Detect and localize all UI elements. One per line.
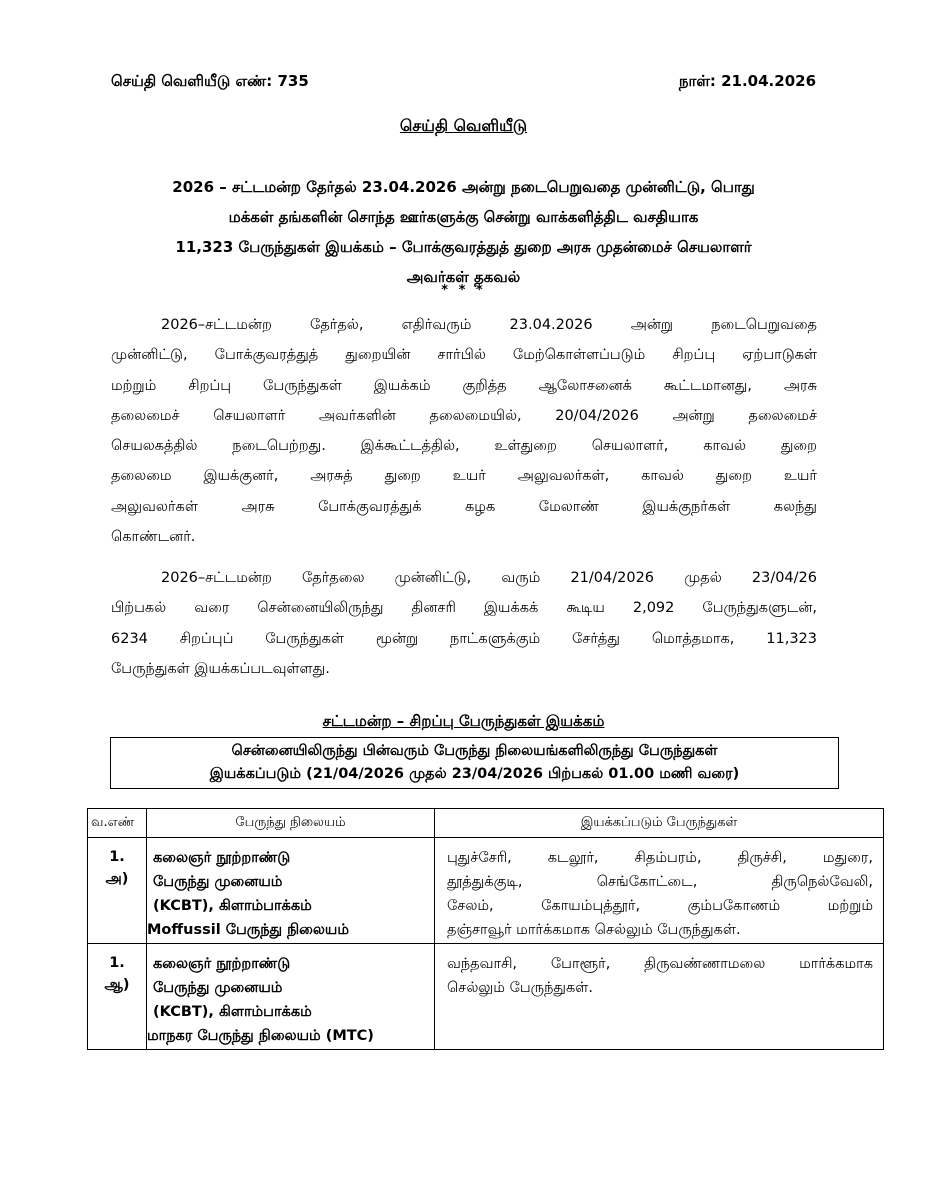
paragraph-line: பேருந்துகள் இயக்கப்படவுள்ளது. [111, 660, 330, 677]
serial-cell [88, 838, 147, 944]
station-cell [147, 944, 435, 1050]
table-header-row [88, 809, 884, 838]
station-cell [147, 838, 435, 944]
buses-line: சேலம், கோயம்புத்தூர், கும்பகோணம் மற்றும் [447, 898, 873, 914]
headline-line: 11,323 பேருந்துகள் இயக்கம் – போக்குவரத்துத் துறை அரசு முதன்மைச் செயலாளர் [175, 238, 752, 256]
serial-number: 1. [109, 849, 125, 865]
column-header-serial: வ.எண் [88, 809, 147, 838]
buses-line: புதுச்சேரி, கடலூர், சிதம்பரம், திருச்சி, மதுரை, [447, 850, 873, 866]
paragraph-line: தலைமை இயக்குனர், அரசுத் துறை உயர் அலுவலர்கள், காவல் துறை உயர் [111, 468, 817, 485]
headline-line: 2026 – சட்டமன்ற தேர்தல் 23.04.2026 அன்று நடைபெறுவதை முன்னிட்டு, பொது [172, 178, 755, 196]
paragraph-line: 6234 சிறப்புப் பேருந்துகள் மூன்று நாட்களுக்கும் சேர்த்து மொத்தமாக, 11,323 [111, 630, 817, 647]
buses-line: தஞ்சாவூர் மார்க்கமாக செல்லும் பேருந்துகள். [447, 922, 741, 938]
paragraph-line: செயலகத்தில் நடைபெற்றது. இக்கூட்டத்தில், உள்துறை செயலாளர், காவல் துறை [111, 438, 817, 455]
column-header-buses: இயக்கப்படும் பேருந்துகள் [435, 809, 884, 838]
release-date: நாள்: 21.04.2026 [678, 72, 816, 90]
paragraph-line: 2026–சட்டமன்ற தேர்தல், எதிர்வரும் 23.04.2026 அன்று நடைபெறுவதை [161, 317, 817, 333]
separator-stars: * * * [441, 283, 486, 298]
buses-line: செல்லும் பேருந்துகள். [447, 980, 593, 996]
schedule-box-line: இயக்கப்படும் (21/04/2026 முதல் 23/04/2026 பிற்பகல் 01.00 மணி வரை) [209, 766, 740, 782]
buses-line: தூத்துக்குடி, செங்கோட்டை, திருநெல்வேலி, [447, 874, 873, 890]
section-title: சட்டமன்ற – சிறப்பு பேருந்துகள் இயக்கம் [322, 712, 605, 730]
serial-letter: ஆ) [104, 977, 130, 993]
buses-cell [435, 944, 884, 1050]
paragraph-line: பிற்பகல் வரை சென்னையிலிருந்து தினசரி இயக்கக் கூடிய 2,092 பேருந்துகளுடன், [111, 600, 817, 617]
serial-number: 1. [109, 955, 125, 971]
station-line: கலைஞர் நூற்றாண்டு [153, 956, 291, 972]
headline-line: அவர்கள் தகவல் [406, 268, 521, 286]
station-line: (KCBT), கிளாம்பாக்கம் [153, 898, 312, 914]
table-row [88, 838, 884, 944]
station-line: பேருந்து முனையம் [153, 874, 283, 890]
bus-routes-table [87, 808, 884, 1050]
station-line: (KCBT), கிளாம்பாக்கம் [153, 1004, 312, 1020]
serial-letter: அ) [105, 871, 129, 887]
schedule-box-line: சென்னையிலிருந்து பின்வரும் பேருந்து நிலையங்களிலிருந்து பேருந்துகள் [231, 743, 718, 759]
paragraph-line: 2026–சட்டமன்ற தேர்தலை முன்னிட்டு, வரும் 21/04/2026 முதல் 23/04/26 [161, 570, 817, 586]
buses-cell [435, 838, 884, 944]
paragraph-line: முன்னிட்டு, போக்குவரத்துத் துறையின் சார்பில் மேற்கொள்ளப்படும் சிறப்பு ஏற்பாடுகள் [111, 347, 817, 364]
headline-line: மக்கள் தங்களின் சொந்த ஊர்களுக்கு சென்று வாக்களித்திட வசதியாக [228, 208, 699, 226]
station-line: மாநகர பேருந்து நிலையம் (MTC) [147, 1028, 374, 1044]
paragraph-line: அலுவலர்கள் அரசு போக்குவரத்துக் கழக மேலாண் இயக்குநர்கள் கலந்து [111, 498, 817, 515]
schedule-box [110, 737, 839, 789]
serial-cell [88, 944, 147, 1050]
paragraph-line: மற்றும் சிறப்பு பேருந்துகள் இயக்கம் குறித்த ஆலோசனைக் கூட்டமானது, அரசு [111, 377, 817, 394]
table-row [88, 944, 884, 1050]
release-number: செய்தி வெளியீடு எண்: 735 [111, 72, 309, 90]
document-title: செய்தி வெளியீடு [399, 116, 528, 135]
headline [100, 172, 827, 292]
station-line: கலைஞர் நூற்றாண்டு [153, 850, 291, 866]
station-line: Moffussil பேருந்து நிலையம் [147, 922, 350, 938]
buses-line: வந்தவாசி, போளூர், திருவண்ணாமலை மார்க்கமாக [447, 956, 873, 972]
paragraph-meeting [111, 310, 817, 552]
paragraph-line: தலைமைச் செயலாளர் அவர்களின் தலைமையில், 20/04/2026 அன்று தலைமைச் [111, 407, 817, 424]
column-header-station: பேருந்து நிலையம் [147, 809, 435, 838]
paragraph-line: கொண்டனர். [111, 529, 196, 546]
paragraph-bus-count [111, 563, 817, 684]
station-line: பேருந்து முனையம் [153, 980, 283, 996]
